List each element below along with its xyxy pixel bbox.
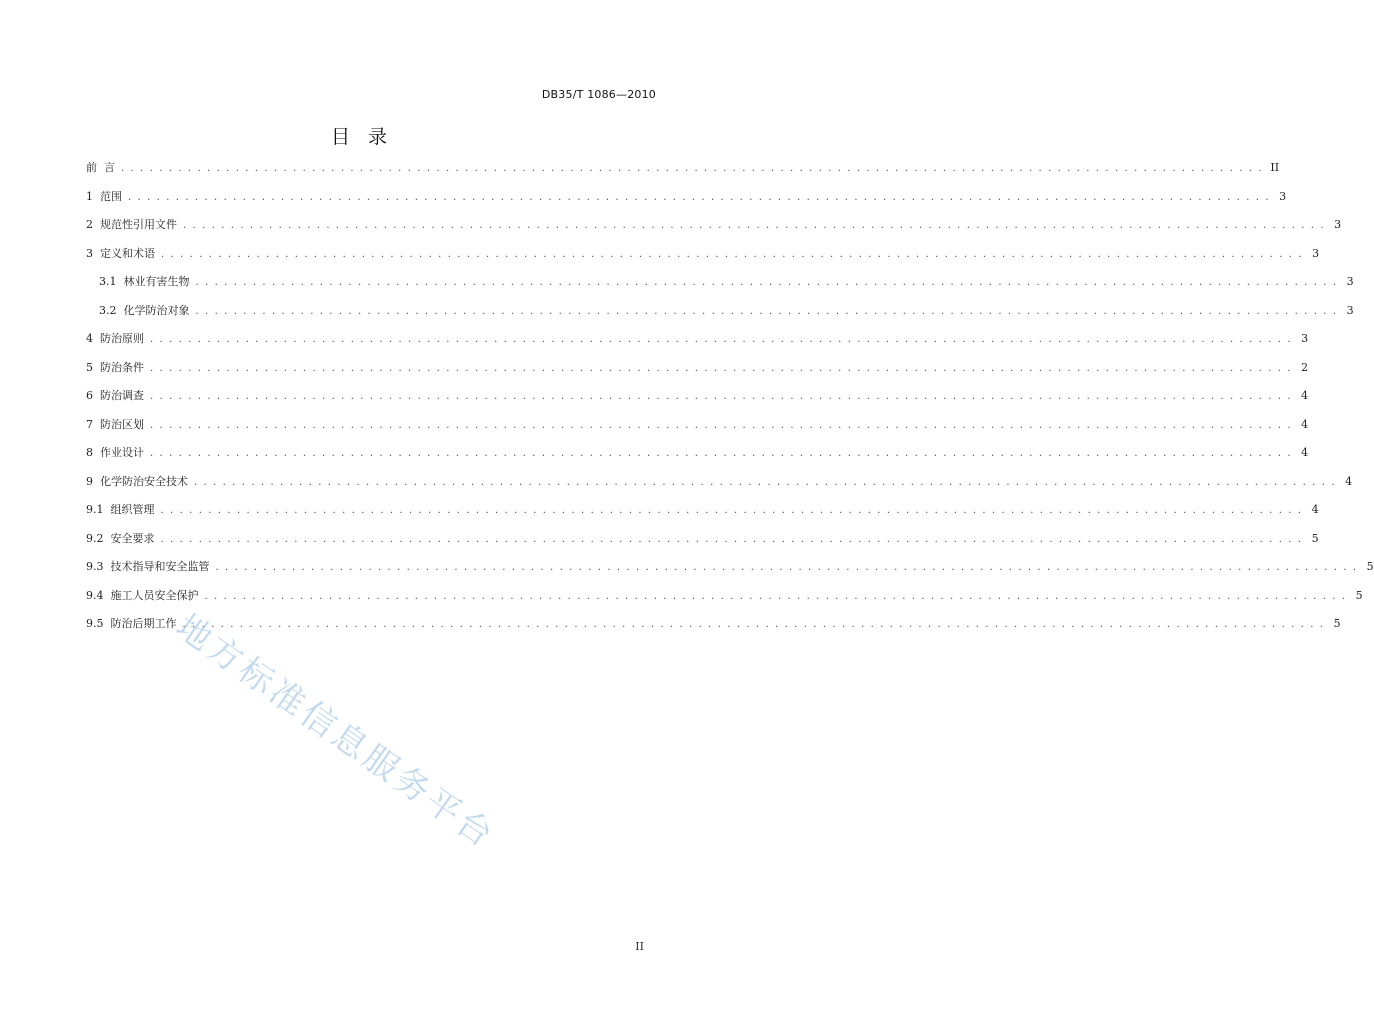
toc-entry-page: 5: [1366, 560, 1374, 573]
toc-entry-label: 化学防治对象: [123, 303, 190, 317]
toc-leader-dots: . . . . . . . . . . . . . . . . . . . . . . . . . . . . . . . . . . . . . . . . . . . . . . . . . . . . . . . . . . . . . . . . . . . . . . . . . . . . . . . . . . . . . . . . . . . . . . . . . . . . . . . . . . . . . . . . . . . . . . . .: [160, 533, 1303, 545]
toc-entry-page: 4: [1345, 474, 1353, 488]
toc-entry-page: 5: [1311, 531, 1319, 545]
toc-leader-dots: . . . . . . . . . . . . . . . . . . . . . . . . . . . . . . . . . . . . . . . . . . . . . . . . . . . . . . . . . . . . . . . . . . . . . . . . . . . . . . . . . . . . . . . . . . . . . . . . . . . . . . . . . . . . . . . . . . . . . . . .: [195, 305, 1338, 317]
toc-leader-dots: . . . . . . . . . . . . . . . . . . . . . . . . . . . . . . . . . . . . . . . . . . . . . . . . . . . . . . . . . . . . . . . . . . . . . . . . . . . . . . . . . . . . . . . . . . . . . . . . . . . . . . . . . . . . . . . . . . . . . . . .: [150, 334, 1293, 345]
toc-entry-page: 3: [1334, 218, 1342, 231]
toc-entry-number: 9.1: [86, 503, 111, 516]
toc-entry-page: 3: [1346, 303, 1354, 317]
toc-entry-page: 4: [1301, 389, 1309, 402]
toc-leader-dots: . . . . . . . . . . . . . . . . . . . . . . . . . . . . . . . . . . . . . . . . . . . . . . . . . . . . . . . . . . . . . . . . . . . . . . . . . . . . . . . . . . . . . . . . . . . . . . . . . . . . . . . . . . . . . . . . . . . . . . . .: [194, 476, 1337, 488]
toc-leader-dots: . . . . . . . . . . . . . . . . . . . . . . . . . . . . . . . . . . . . . . . . . . . . . . . . . . . . . . . . . . . . . . . . . . . . . . . . . . . . . . . . . . . . . . . . . . . . . . . . . . . . . . . . . . . . . . . . . . . . . . . .: [121, 163, 1264, 174]
toc-entry-number: 8: [86, 446, 100, 459]
toc-entry-page: 5: [1355, 588, 1363, 602]
toc-entry[interactable]: [86, 302, 1354, 331]
toc-leader-dots: . . . . . . . . . . . . . . . . . . . . . . . . . . . . . . . . . . . . . . . . . . . . . . . . . . . . . . . . . . . . . . . . . . . . . . . . . . . . . . . . . . . . . . . . . . . . . . . . . . . . . . . . . . . . . . . . . . . . . . . .: [128, 191, 1271, 203]
toc-entry[interactable]: [86, 501, 1319, 530]
toc-entry-label: 规范性引用文件: [100, 218, 177, 231]
toc-leader-dots: . . . . . . . . . . . . . . . . . . . . . . . . . . . . . . . . . . . . . . . . . . . . . . . . . . . . . . . . . . . . . . . . . . . . . . . . . . . . . . . . . . . . . . . . . . . . . . . . . . . . . . . . . . . . . . . . . . . . . . . .: [150, 362, 1293, 374]
toc-entry-number: 9.5: [86, 617, 111, 630]
toc-leader-dots: . . . . . . . . . . . . . . . . . . . . . . . . . . . . . . . . . . . . . . . . . . . . . . . . . . . . . . . . . . . . . . . . . . . . . . . . . . . . . . . . . . . . . . . . . . . . . . . . . . . . . . . . . . . . . . . . . . . . . . . .: [204, 590, 1347, 602]
toc-leader-dots: . . . . . . . . . . . . . . . . . . . . . . . . . . . . . . . . . . . . . . . . . . . . . . . . . . . . . . . . . . . . . . . . . . . . . . . . . . . . . . . . . . . . . . . . . . . . . . . . . . . . . . . . . . . . . . . . . . . . . . . .: [160, 505, 1303, 516]
toc-entry-label: 化学防治安全技术: [100, 474, 188, 488]
toc-entry-page: 3: [1301, 332, 1309, 345]
toc-entry[interactable]: [86, 245, 1320, 274]
toc-entry[interactable]: [86, 473, 1353, 502]
toc-entry-page: 5: [1333, 617, 1341, 630]
toc-entry-number: 2: [86, 218, 100, 231]
toc-entry-label: 防治区划: [100, 417, 144, 431]
toc-entry-label: 定义和术语: [100, 246, 155, 260]
toc-entry-number: 5: [86, 360, 100, 374]
toc-entry-label: 防治原则: [100, 332, 144, 345]
toc-entry[interactable]: [86, 330, 1309, 359]
toc-leader-dots: . . . . . . . . . . . . . . . . . . . . . . . . . . . . . . . . . . . . . . . . . . . . . . . . . . . . . . . . . . . . . . . . . . . . . . . . . . . . . . . . . . . . . . . . . . . . . . . . . . . . . . . . . . . . . . . . . . . . . . . .: [183, 220, 1326, 231]
page-number: II: [635, 940, 644, 953]
toc-entry-label: 林业有害生物: [123, 275, 190, 288]
toc-entry-number: 9.4: [86, 588, 111, 602]
toc-entry[interactable]: [86, 159, 1280, 188]
table-of-contents: [86, 159, 1374, 644]
toc-leader-dots: . . . . . . . . . . . . . . . . . . . . . . . . . . . . . . . . . . . . . . . . . . . . . . . . . . . . . . . . . . . . . . . . . . . . . . . . . . . . . . . . . . . . . . . . . . . . . . . . . . . . . . . . . . . . . . . . . . . . . . . .: [195, 277, 1338, 288]
toc-entry-label: 防治后期工作: [110, 617, 177, 630]
toc-entry-number: 3: [86, 246, 100, 260]
toc-entry-label: 组织管理: [110, 503, 155, 516]
toc-entry-label: 防治调查: [100, 389, 144, 402]
toc-entry-number: 7: [86, 417, 100, 431]
toc-leader-dots: . . . . . . . . . . . . . . . . . . . . . . . . . . . . . . . . . . . . . . . . . . . . . . . . . . . . . . . . . . . . . . . . . . . . . . . . . . . . . . . . . . . . . . . . . . . . . . . . . . . . . . . . . . . . . . . . . . . . . . . .: [150, 391, 1293, 402]
toc-entry-page: 4: [1311, 503, 1319, 516]
toc-entry[interactable]: [86, 444, 1309, 473]
toc-entry[interactable]: [86, 558, 1374, 587]
toc-entry-label: 技术指导和安全监管: [110, 560, 210, 573]
toc-entry[interactable]: [86, 188, 1287, 217]
toc-entry-label: 施工人员安全保护: [110, 588, 199, 602]
toc-leader-dots: . . . . . . . . . . . . . . . . . . . . . . . . . . . . . . . . . . . . . . . . . . . . . . . . . . . . . . . . . . . . . . . . . . . . . . . . . . . . . . . . . . . . . . . . . . . . . . . . . . . . . . . . . . . . . . . . . . . . . . . .: [215, 562, 1358, 573]
toc-entry-page: 3: [1279, 189, 1287, 203]
toc-entry[interactable]: [86, 273, 1354, 302]
toc-entry-number: 3.2: [99, 303, 124, 317]
toc-entry-number: 1: [86, 189, 100, 203]
toc-entry-number: 3.1: [99, 275, 124, 288]
toc-entry-number: 4: [86, 332, 100, 345]
toc-entry[interactable]: [86, 530, 1319, 559]
toc-entry-label: 范围: [100, 189, 122, 203]
toc-leader-dots: . . . . . . . . . . . . . . . . . . . . . . . . . . . . . . . . . . . . . . . . . . . . . . . . . . . . . . . . . . . . . . . . . . . . . . . . . . . . . . . . . . . . . . . . . . . . . . . . . . . . . . . . . . . . . . . . . . . . . . . .: [150, 448, 1293, 459]
toc-entry[interactable]: [86, 216, 1342, 245]
toc-entry-label: 防治条件: [100, 360, 144, 374]
toc-entry-label: 安全要求: [110, 531, 155, 545]
toc-leader-dots: . . . . . . . . . . . . . . . . . . . . . . . . . . . . . . . . . . . . . . . . . . . . . . . . . . . . . . . . . . . . . . . . . . . . . . . . . . . . . . . . . . . . . . . . . . . . . . . . . . . . . . . . . . . . . . . . . . . . . . . .: [161, 248, 1304, 260]
toc-entry-number: 6: [86, 389, 100, 402]
toc-entry[interactable]: [86, 587, 1363, 616]
toc-entry[interactable]: [86, 416, 1309, 445]
toc-leader-dots: . . . . . . . . . . . . . . . . . . . . . . . . . . . . . . . . . . . . . . . . . . . . . . . . . . . . . . . . . . . . . . . . . . . . . . . . . . . . . . . . . . . . . . . . . . . . . . . . . . . . . . . . . . . . . . . . . . . . . . . .: [150, 419, 1293, 431]
toc-entry-page: 4: [1301, 446, 1309, 459]
toc-entry-page: 4: [1301, 417, 1309, 431]
toc-entry-label: 前 言: [86, 161, 115, 174]
toc-entry-page: 3: [1346, 275, 1354, 288]
toc-entry-page: II: [1270, 161, 1280, 174]
page-title: 目 录: [330, 126, 394, 148]
watermark: 地方标准信息服务平台: [168, 606, 503, 858]
toc-entry-number: 9.3: [86, 560, 111, 573]
document-code: DB35/T 1086—2010: [541, 88, 656, 101]
toc-entry-page: 3: [1312, 246, 1320, 260]
toc-entry[interactable]: [86, 615, 1341, 644]
toc-entry[interactable]: [86, 387, 1309, 416]
toc-entry-number: 9.2: [86, 531, 111, 545]
toc-entry-label: 作业设计: [100, 446, 144, 459]
toc-entry-page: 2: [1301, 360, 1309, 374]
toc-entry[interactable]: [86, 359, 1309, 388]
toc-entry-number: 9: [86, 474, 100, 488]
toc-leader-dots: . . . . . . . . . . . . . . . . . . . . . . . . . . . . . . . . . . . . . . . . . . . . . . . . . . . . . . . . . . . . . . . . . . . . . . . . . . . . . . . . . . . . . . . . . . . . . . . . . . . . . . . . . . . . . . . . . . . . . . . .: [182, 619, 1325, 630]
